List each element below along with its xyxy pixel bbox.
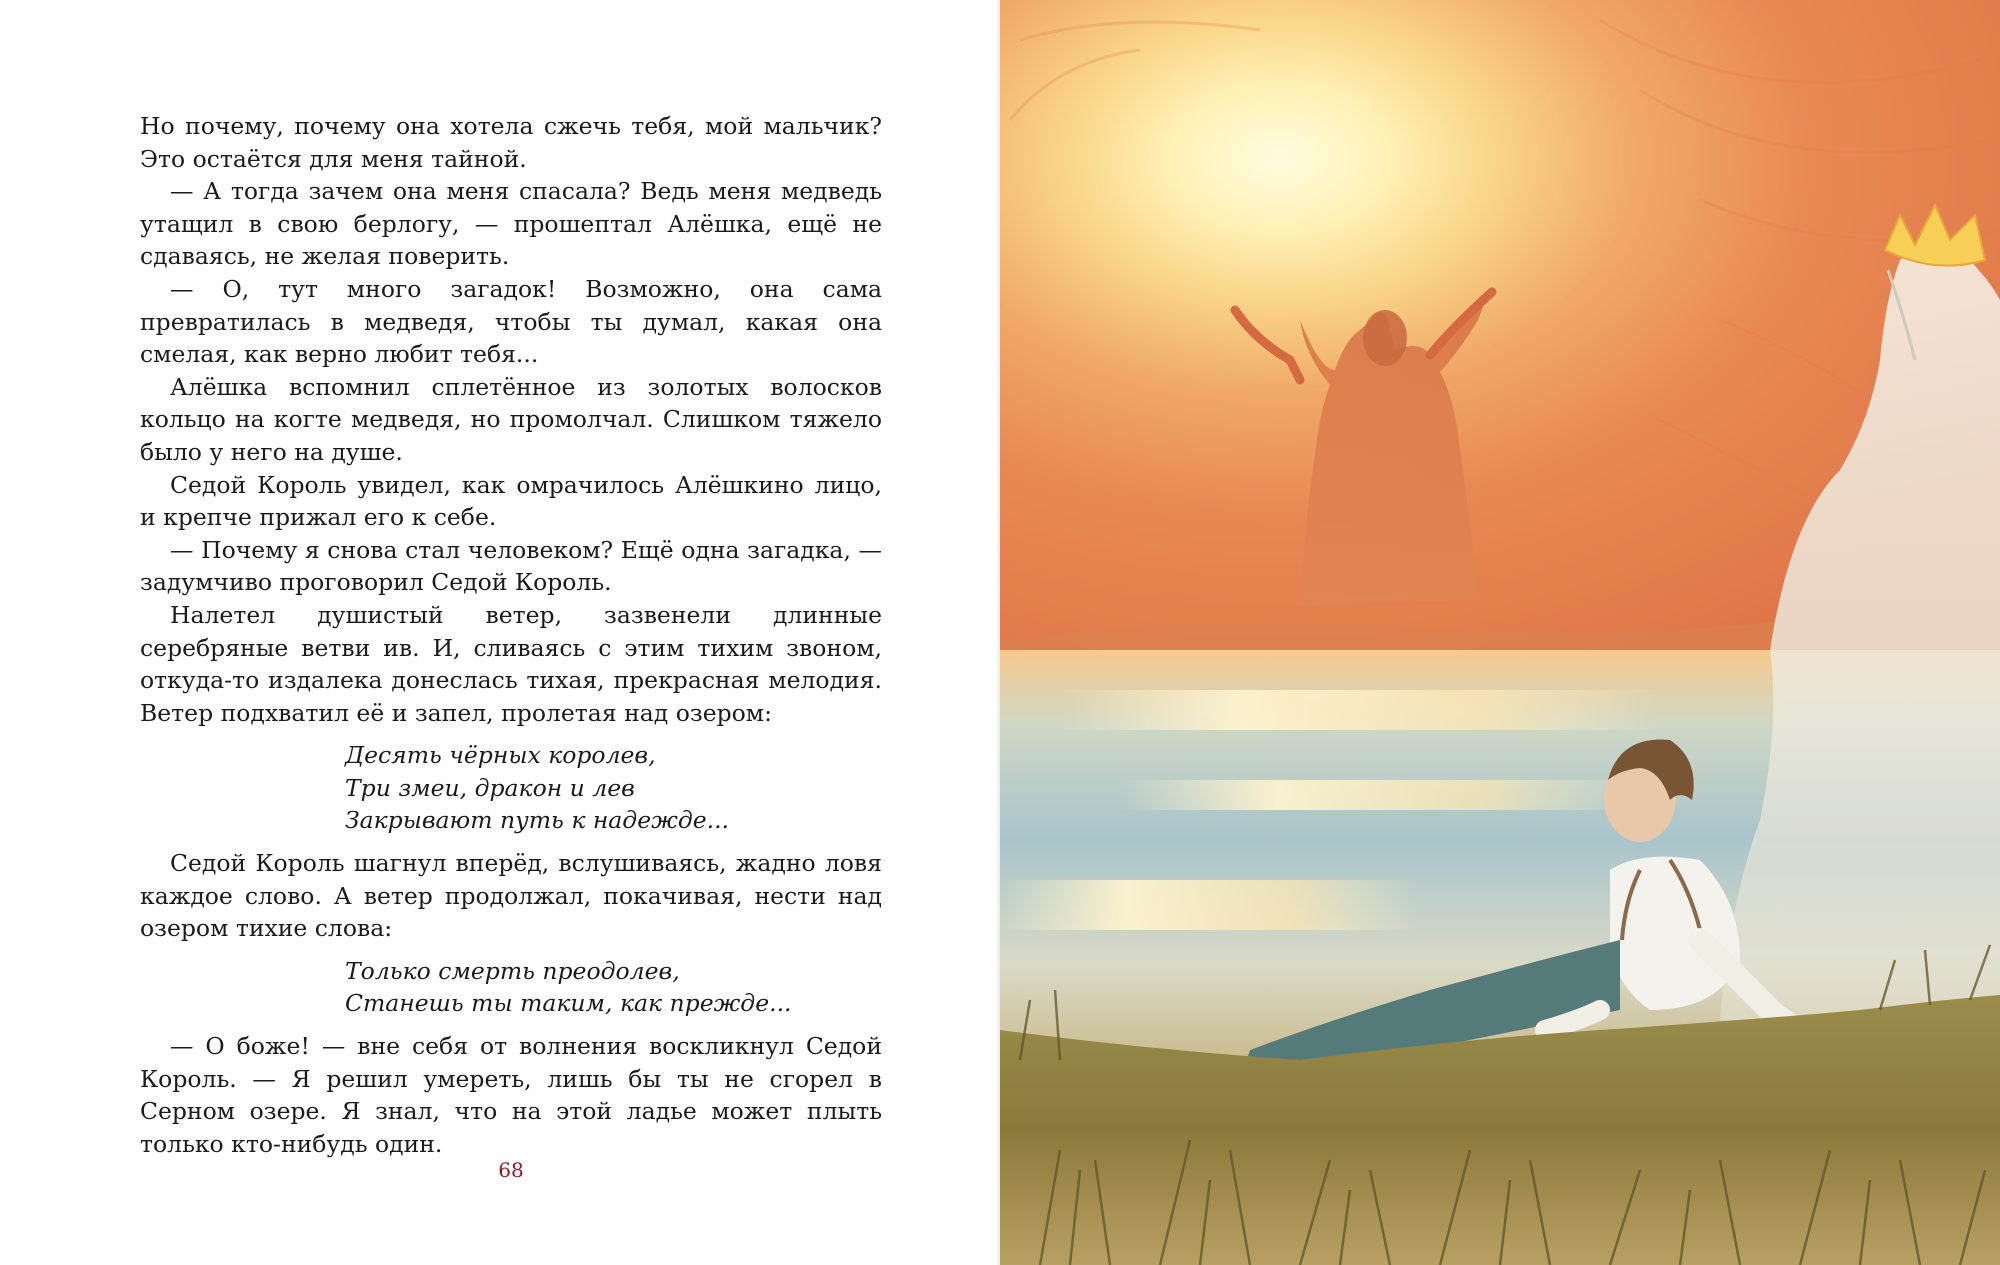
paragraph: Налетел душистый ветер, зазвенели длинные серебряные ветви ив. И, сливаясь с этим тихим звоном, откуда-то издалека донеслась тихая, прекрасная мелодия. Ветер подхватил её и запел, пролетая над озером:	[140, 600, 882, 727]
verse-line: Десять чёрных королев,	[345, 741, 656, 770]
paragraph: — О боже! — вне себя от волнения воскликнул Седой Король. — Я решил умереть, лишь бы ты не сгорел в Серном озере. Я знал, что на этой ладье может плыть только кто-нибудь один.	[140, 1032, 882, 1158]
paragraph: Седой Король увидел, как омрачилось Алёшкино лицо, и крепче прижал его к себе.	[140, 470, 882, 532]
verse-stanza-2	[345, 955, 882, 1020]
lake-shimmer	[1000, 880, 1420, 930]
illustration	[1000, 0, 2000, 1265]
paragraph: Но почему, почему она хотела сжечь тебя, мой мальчик? Это остаётся для меня тайной.	[140, 112, 882, 173]
paragraph: — Почему я снова стал человеком? Ещё одна загадка, — задумчиво проговорил Седой Король.	[140, 535, 882, 597]
lake-shimmer	[1060, 690, 1660, 730]
page-number: 68	[498, 1158, 524, 1182]
verse-line: Три змеи, дракон и лев	[345, 773, 635, 802]
verse-line: Закрывают путь к надежде...	[345, 806, 730, 835]
verse-line: Станешь ты таким, как прежде...	[345, 989, 792, 1018]
paragraph: Алёшка вспомнил сплетённое из золотых волосков кольцо на когте медведя, но промолчал. Слишком тяжело было у него на душе.	[140, 372, 882, 466]
text-block	[140, 110, 882, 1160]
verse-stanza-1	[345, 739, 882, 837]
verse-line: Только смерть преодолев,	[345, 956, 680, 985]
paragraph: — О, тут много загадок! Возможно, она сама превратилась в медведя, чтобы ты думал, какая она смелая, как верно любит тебя...	[140, 274, 882, 369]
paragraph: — А тогда зачем она меня спасала? Ведь меня медведь утащил в свою берлогу, — прошептал Алёшка, ещё не сдаваясь, не желая поверить.	[140, 177, 882, 271]
lake-shimmer	[1120, 780, 1640, 810]
paragraph: Седой Король шагнул вперёд, вслушиваясь, жадно ловя каждое слово. А ветер продолжал, покачивая, нести над озером тихие слова:	[140, 849, 882, 943]
